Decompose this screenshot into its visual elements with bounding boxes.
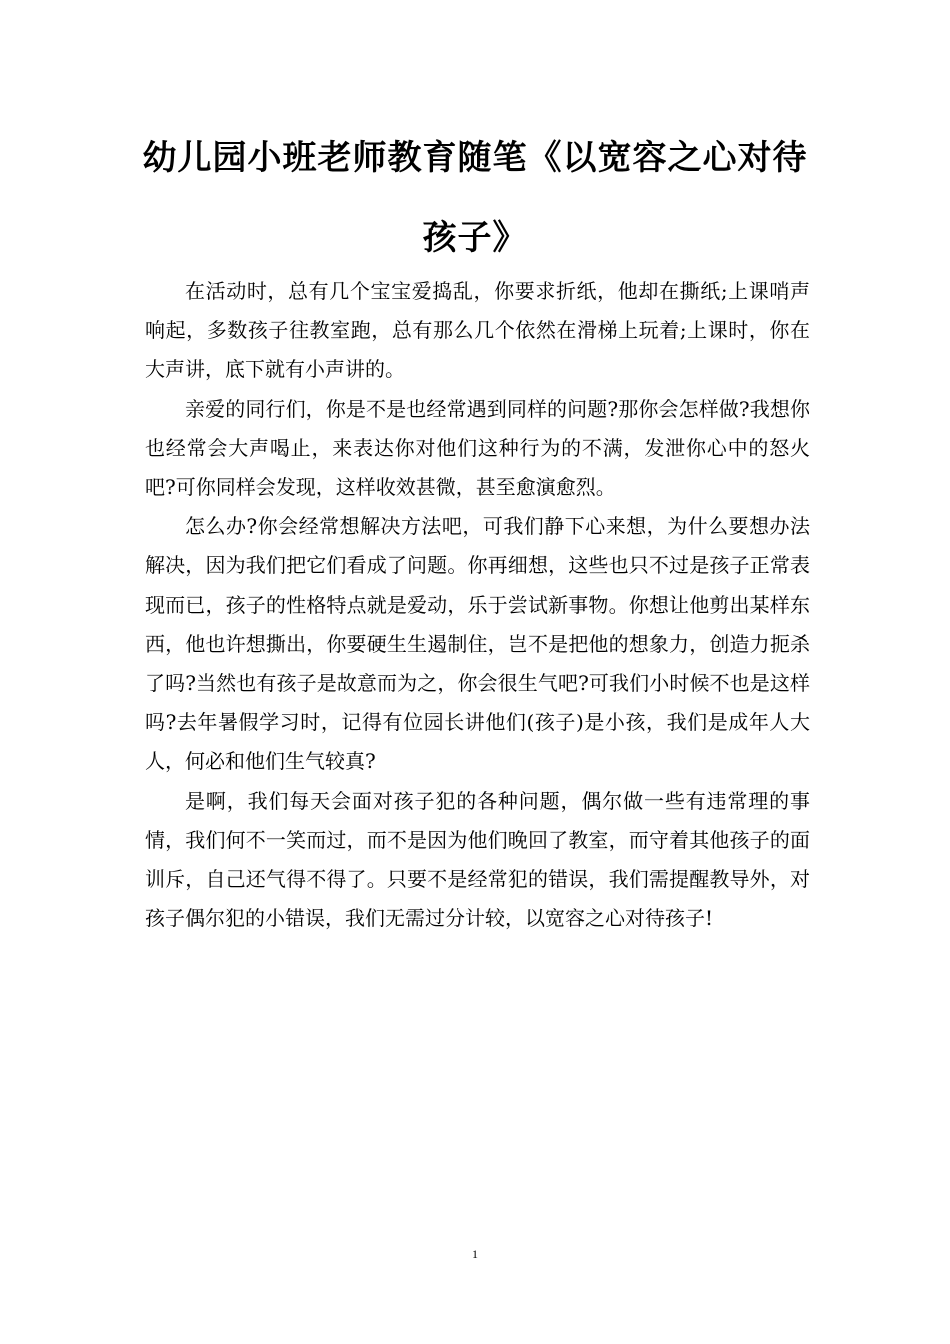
page-number: 1 (472, 1247, 478, 1261)
paragraph-4: 是啊，我们每天会面对孩子犯的各种问题，偶尔做一些有违常理的事情，我们何不一笑而过，而不是因为他们晚回了教室，而守着其他孩子的面训斥，自己还气得不得了。只要不是经常犯的错误，我们需提醒教导外，对孩子偶尔犯的小错误，我们无需过分计较，以宽容之心对待孩子! (145, 788, 810, 931)
paragraph-1: 在活动时，总有几个宝宝爱捣乱，你要求折纸，他却在撕纸;上课哨声响起，多数孩子往教室跑，总有那么几个依然在滑梯上玩着;上课时，你在大声讲，底下就有小声讲的。 (145, 279, 810, 382)
document-title: 幼儿园小班老师教育随笔《以宽容之心对待孩子》 (142, 138, 808, 258)
document-body (145, 272, 810, 938)
paragraph-2: 亲爱的同行们，你是不是也经常遇到同样的问题?那你会怎样做?我想你也经常会大声喝止，来表达你对他们这种行为的不满，发泄你心中的怒火吧?可你同样会发现，这样收效甚微，甚至愈演愈烈。 (145, 396, 810, 500)
paragraph-3: 怎么办?你会经常想解决方法吧，可我们静下心来想，为什么要想办法解决，因为我们把它们看成了问题。你再细想，这些也只不过是孩子正常表现而已，孩子的性格特点就是爱动，乐于尝试新事物。你想让他剪出某样东西，他也许想撕出，你要硬生生遏制住，岂不是把他的想象力，创造力扼杀了吗?当然也有孩子是故意而为之，你会很生气吧?可我们小时候不也是这样吗?去年暑假学习时，记得有位园长讲他们(孩子)是小孩，我们是成年人大人，何必和他们生气较真? (145, 514, 810, 774)
